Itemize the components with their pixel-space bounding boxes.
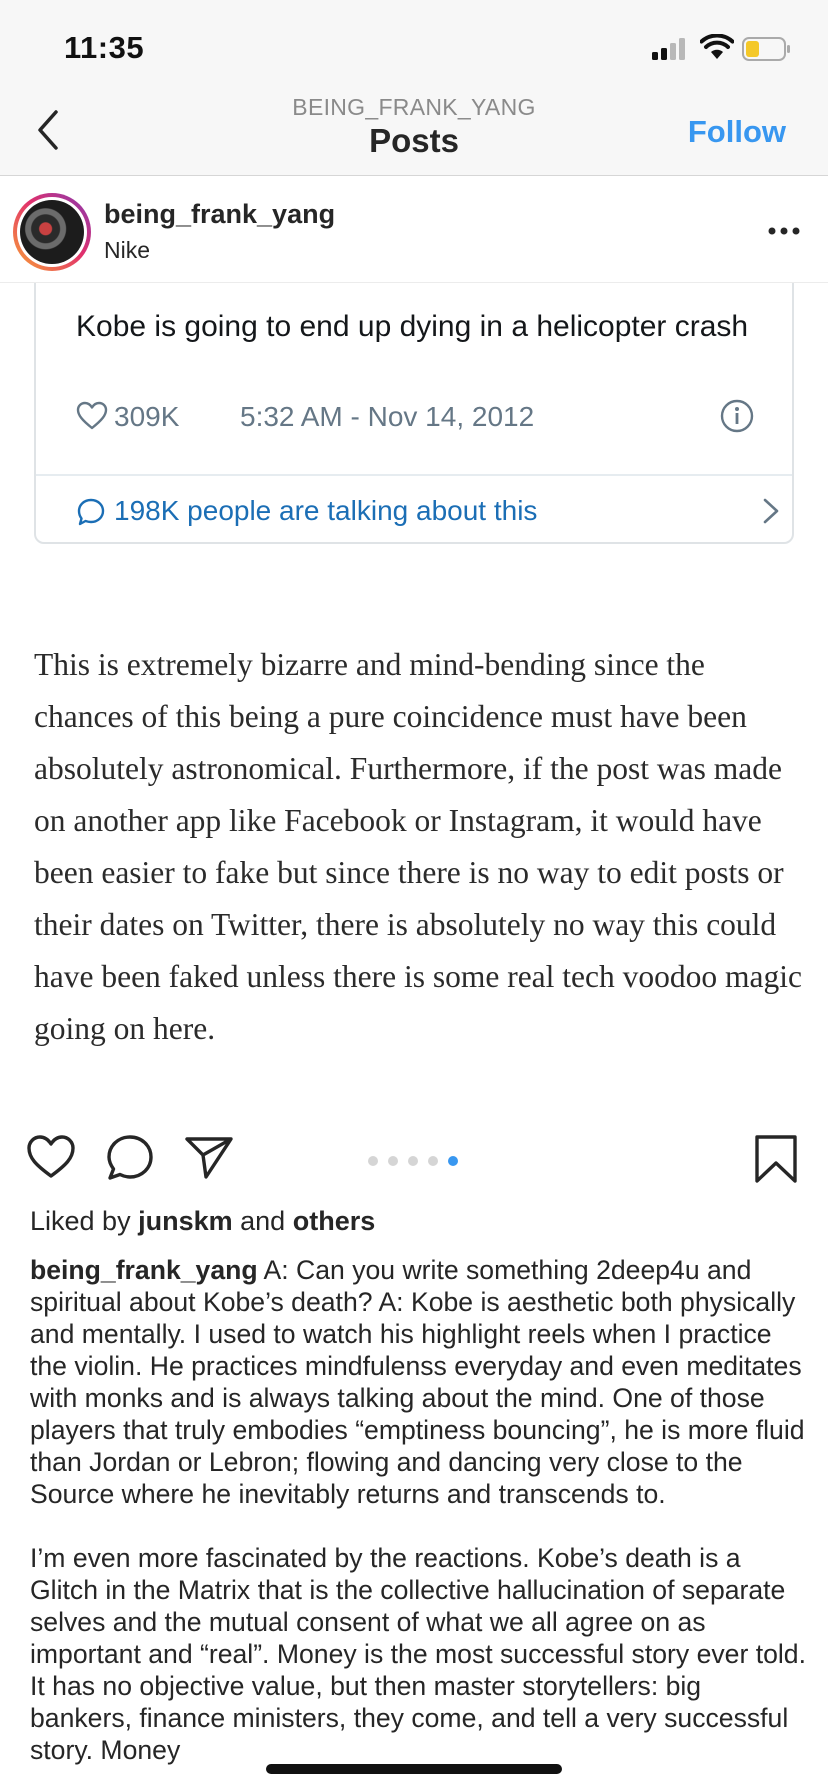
caption-text: A: Can you write something 2deep4u and spiritual about Kobe’s death? A: Kobe is aesthetic both physically and mentally. I used to watch his highlight reels when I practice the violin. He practices mindfulenss everyday and even meditates with monks and is always talking about the mind. One of those players that truly embodies “emptiness bouncing”, he is more fluid than Jordan or Lebron; flowing and dancing very close to the Source where he inevitably returns and transcends to. xyxy=(30,1255,805,1509)
carousel-dot xyxy=(428,1156,438,1166)
tweet-talking-text: 198K people are talking about this xyxy=(114,495,538,526)
carousel-dot xyxy=(368,1156,378,1166)
heart-icon[interactable] xyxy=(26,1134,76,1180)
share-icon[interactable] xyxy=(184,1136,234,1180)
status-bar xyxy=(0,0,828,94)
tweet-meta xyxy=(76,397,766,437)
signal-icon xyxy=(652,38,688,60)
nav-bar xyxy=(0,94,828,176)
nav-title: Posts xyxy=(369,122,459,159)
caption-paragraph xyxy=(30,1254,810,1510)
battery-icon xyxy=(742,37,790,61)
liked-by-prefix: Liked by xyxy=(30,1206,131,1236)
status-time: 11:35 xyxy=(64,30,145,65)
heart-outline-icon xyxy=(76,401,108,431)
carousel-dot xyxy=(408,1156,418,1166)
tweet-divider xyxy=(36,474,792,476)
action-bar xyxy=(0,1110,828,1210)
avatar[interactable] xyxy=(13,193,91,271)
wifi-icon xyxy=(700,34,734,60)
caption-text-continued: I’m even more fascinated by the reactions. Kobe’s death is a Glitch in the Matrix that is the collective hallucination of separate selves and the mutual consent of what we all agree on as important and “real”. Money is the most successful story ever told. It has no objective value, but then master storytellers: big bankers, finance ministers, they come, and tell a very successful story. Money xyxy=(30,1543,806,1765)
nav-username: BEING_FRANK_YANG xyxy=(292,94,536,120)
embedded-tweet xyxy=(34,283,794,544)
carousel-indicator xyxy=(368,1154,464,1168)
chevron-right-icon xyxy=(762,497,780,525)
speech-bubble-icon xyxy=(76,497,106,527)
comment-icon[interactable] xyxy=(106,1134,154,1182)
home-indicator xyxy=(266,1764,562,1774)
bookmark-icon[interactable] xyxy=(754,1134,798,1184)
tweet-talking-row xyxy=(76,479,766,541)
carousel-dot xyxy=(448,1156,458,1166)
post-username[interactable]: being_frank_yang xyxy=(104,199,336,229)
caption-username[interactable]: being_frank_yang xyxy=(30,1255,258,1285)
liked-by-conjunction: and xyxy=(240,1206,286,1236)
post-location[interactable]: Nike xyxy=(104,237,151,263)
carousel-dot xyxy=(388,1156,398,1166)
article-paragraph: This is extremely bizarre and mind-bending since the chances of this being a pure coincidence must have been absolutely astronomical. Furthermore, if the post was made on another app like Facebook or Instagram, it would have been easier to fake but since there is no way to edit posts or their dates on Twitter, there is absolutely no way this could have been faked unless there is some real tech voodoo magic going on here. xyxy=(34,647,802,1046)
tweet-timestamp: 5:32 AM - Nov 14, 2012 xyxy=(240,401,535,432)
info-icon xyxy=(720,399,754,433)
liked-by-others[interactable]: others xyxy=(292,1206,376,1236)
more-icon[interactable] xyxy=(768,227,800,235)
post-header xyxy=(0,177,828,283)
post-image[interactable] xyxy=(0,283,828,1103)
follow-button[interactable]: Follow xyxy=(687,114,786,149)
caption xyxy=(30,1254,810,1792)
tweet-like-count: 309K xyxy=(114,401,180,432)
liked-by-user[interactable]: junskm xyxy=(138,1206,233,1236)
caption-paragraph xyxy=(30,1542,810,1766)
tweet-text: Kobe is going to end up dying in a helicopter crash xyxy=(76,310,749,343)
liked-by[interactable] xyxy=(30,1206,375,1237)
